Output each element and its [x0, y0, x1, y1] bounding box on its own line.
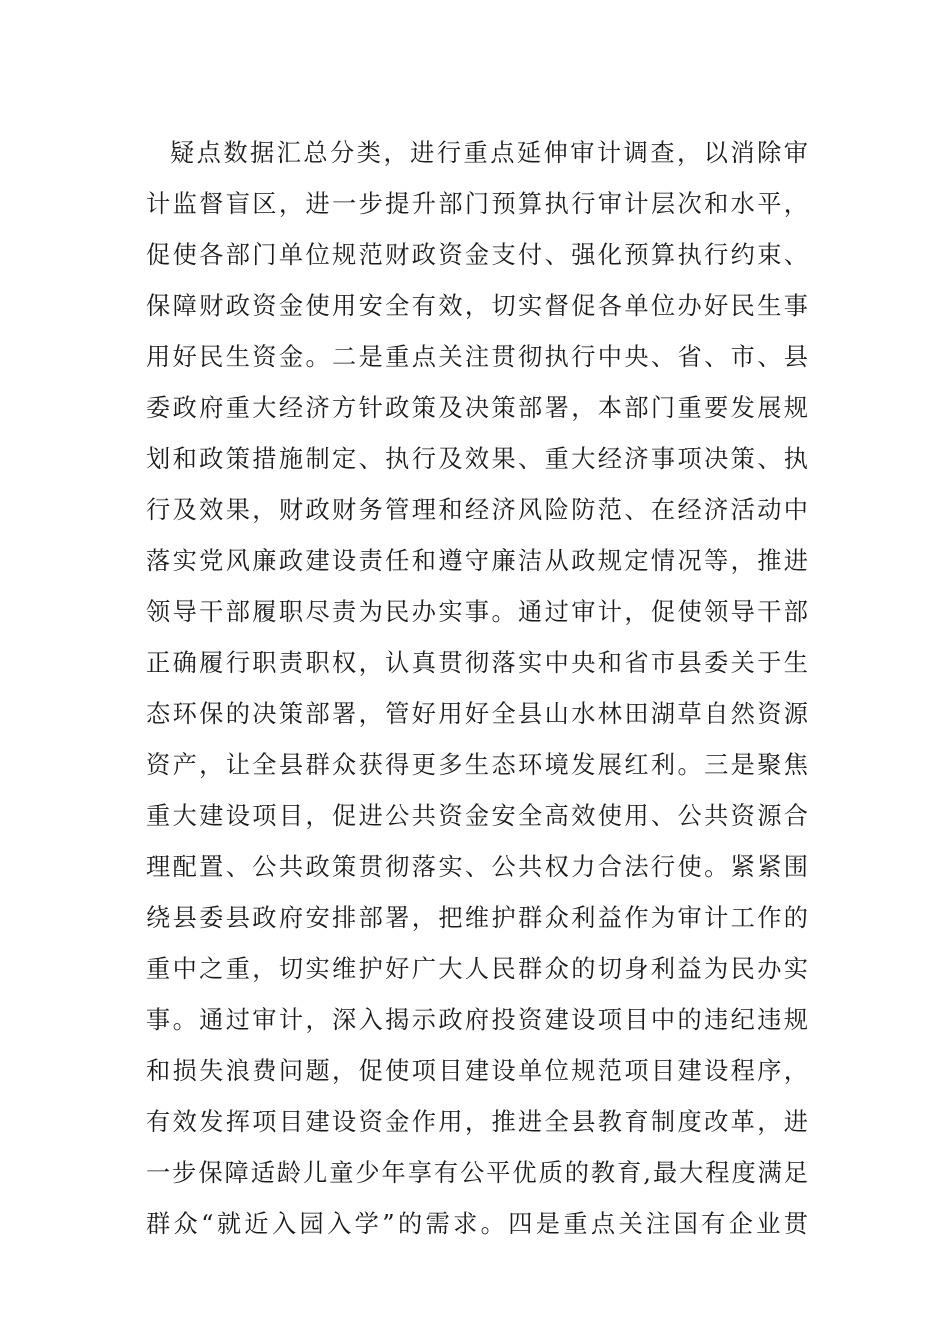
- text-line: 一步保障适龄儿童少年享有公平优质的教育,最大程度满足: [146, 1159, 808, 1187]
- text-line: 保障财政资金使用安全有效，切实督促各单位办好民生事: [146, 292, 808, 320]
- text-line: 促使各部门单位规范财政资金支付、强化预算执行约束、: [146, 241, 808, 269]
- text-line: 有效发挥项目建设资金作用，推进全县教育制度改革，进: [146, 1108, 808, 1136]
- text-line: 计监督盲区，进一步提升部门预算执行审计层次和水平，: [146, 190, 808, 218]
- text-line: 理配置、公共政策贯彻落实、公共权力合法行使。紧紧围: [146, 853, 808, 881]
- text-line: 资产，让全县群众获得更多生态环境发展红利。三是聚焦: [146, 751, 808, 779]
- text-line: 委政府重大经济方针政策及决策部署，本部门重要发展规: [146, 394, 808, 422]
- text-line: 领导干部履职尽责为民办实事。通过审计，促使领导干部: [146, 598, 808, 626]
- text-line: 绕县委县政府安排部署，把维护群众利益作为审计工作的: [146, 904, 808, 932]
- text-line: 重中之重，切实维护好广大人民群众的切身利益为民办实: [146, 955, 808, 983]
- text-line: 落实党风廉政建设责任和遵守廉洁从政规定情况等，推进: [146, 547, 808, 575]
- text-line: 和损失浪费问题，促使项目建设单位规范项目建设程序，: [146, 1057, 808, 1085]
- text-line: 事。通过审计，深入揭示政府投资建设项目中的违纪违规: [146, 1006, 808, 1034]
- text-line: 群众“就近入园入学”的需求。四是重点关注国有企业贯: [146, 1210, 808, 1238]
- text-line: 行及效果，财政财务管理和经济风险防范、在经济活动中: [146, 496, 808, 524]
- text-line: 重大建设项目，促进公共资金安全高效使用、公共资源合: [146, 802, 808, 830]
- text-line: 用好民生资金。二是重点关注贯彻执行中央、省、市、县: [146, 343, 808, 371]
- body-paragraph: [146, 128, 808, 1250]
- text-line: 正确履行职责职权，认真贯彻落实中央和省市县委关于生: [146, 649, 808, 677]
- text-line: 划和政策措施制定、执行及效果、重大经济事项决策、执: [146, 445, 808, 473]
- text-line: 态环保的决策部署，管好用好全县山水林田湖草自然资源: [146, 700, 808, 728]
- text-line: 疑点数据汇总分类，进行重点延伸审计调查，以消除审: [170, 139, 808, 167]
